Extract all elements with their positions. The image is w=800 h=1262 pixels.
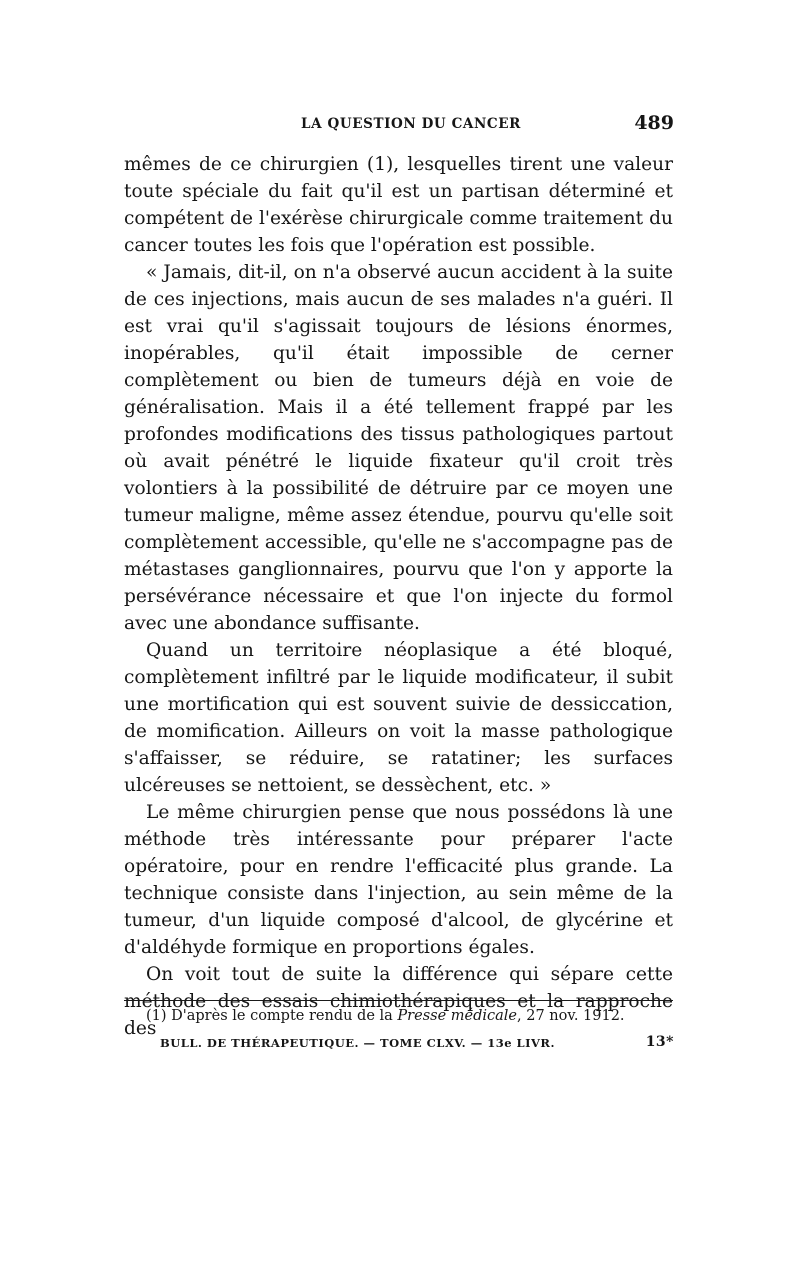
paragraph-5: On voit tout de suite la différence qui sépare cette méthode des essais chimiothérapiques et la rapproche des [124,964,673,1039]
footnote-rule [124,1000,673,1001]
footnote-prefix: (1) D'après le compte rendu de la [146,1008,398,1024]
signature-left: BULL. DE THÉRAPEUTIQUE. — TOME CLXV. — 13e LIVR. [160,1036,555,1050]
footnote-suffix: , 27 nov. 1912. [517,1008,625,1024]
running-title: LA QUESTION DU CANCER [301,116,521,132]
footnote [146,1007,676,1025]
page-number: 489 [634,112,674,134]
printer-signature [160,1036,674,1054]
paragraph-1: mêmes de ce chirurgien (1), lesquelles tirent une valeur toute spéciale du fait qu'il est un partisan déterminé et compétent de l'exérèse chirurgicale comme traitement du cancer toutes les fois que l'opération est possible. [124,154,673,256]
paragraph-2: « Jamais, dit-il, on n'a observé aucun accident à la suite de ces injections, mais aucun de ses malades n'a guéri. Il est vrai qu'il s'agissait toujours de lésions énormes, inopérables, qu'il était impossible de cerner complètement ou bien de tumeurs déjà en voie de généralisation. Mais il a été tellement frappé par les profondes modifications des tissus pathologiques partout où avait pénétré le liquide fixateur qu'il croit très volontiers à la possibilité de détruire par ce moyen une tumeur maligne, même assez étendue, pourvu qu'elle soit complètement accessible, qu'elle ne s'accompagne pas de métastases ganglionnaires, pourvu que l'on y apporte la persévérance nécessaire et que l'on injecte du formol avec une abondance suffisante. [124,262,673,634]
paragraph-3: Quand un territoire néoplasique a été bloqué, complètement infiltré par le liquide modificateur, il subit une mortification qui est souvent suivie de dessiccation, de momification. Ailleurs on voit la masse pathologique s'affaisser, se réduire, se ratatiner; les surfaces ulcéreuses se nettoient, se dessèchent, etc. » [124,640,673,796]
signature-mark: 13* [645,1034,674,1050]
paragraph-4: Le même chirurgien pense que nous possédons là une méthode très intéressante pour préparer l'acte opératoire, pour en rendre l'efficacité plus grande. La technique consiste dans l'injection, au sein même de la tumeur, d'un liquide composé d'alcool, de glycérine et d'aldéhyde formique en proportions égales. [124,802,673,958]
running-head [124,112,674,140]
footnote-journal: Presse médicale [397,1008,517,1024]
body-text [124,151,673,1042]
